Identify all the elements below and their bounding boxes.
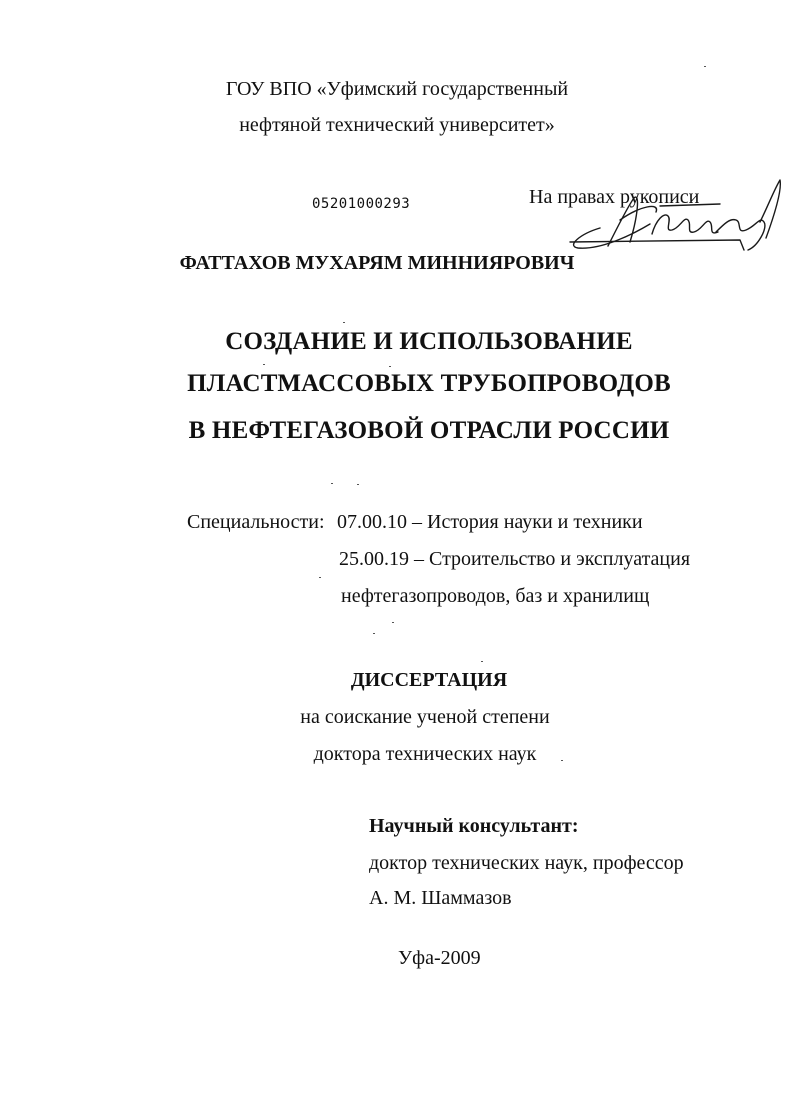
work-type-line-1: на соискание ученой степени <box>300 706 550 728</box>
specialty-2-cont: нефтегазопроводов, баз и хранилищ <box>341 585 650 607</box>
title-line-1: СОЗДАНИЕ И ИСПОЛЬЗОВАНИЕ <box>225 328 633 355</box>
place-year: Уфа-2009 <box>398 947 481 969</box>
scan-speck <box>704 66 706 67</box>
work-type-line-2: доктора технических наук <box>313 743 537 765</box>
scan-speck <box>319 577 321 578</box>
scan-speck <box>331 483 333 484</box>
consultant-heading: Научный консультант: <box>369 815 579 837</box>
manuscript-note: На правах рукописи <box>529 186 700 208</box>
scan-speck <box>392 622 394 623</box>
specialty-1: 07.00.10 – История науки и техники <box>337 511 643 533</box>
scan-speck <box>561 760 563 761</box>
registry-number: 05201000293 <box>312 196 411 212</box>
author-name: ФАТТАХОВ МУХАРЯМ МИННИЯРОВИЧ <box>179 252 575 274</box>
org-line-1: ГОУ ВПО «Уфимский государственный <box>225 78 569 100</box>
specialties-label: Специальности: <box>187 511 325 533</box>
work-type-heading: ДИССЕРТАЦИЯ <box>350 669 508 691</box>
consultant-name: А. М. Шаммазов <box>369 887 512 909</box>
signature <box>560 176 786 260</box>
title-line-2: ПЛАСТМАССОВЫХ ТРУБОПРОВОДОВ <box>187 370 671 397</box>
title-line-3: В НЕФТЕГАЗОВОЙ ОТРАСЛИ РОССИИ <box>188 417 670 444</box>
scan-speck <box>343 322 345 323</box>
org-line-2: нефтяной технический университет» <box>239 114 555 136</box>
scan-speck <box>481 661 483 662</box>
scan-speck <box>373 633 375 634</box>
scan-speck <box>357 484 359 485</box>
consultant-title: доктор технических наук, профессор <box>369 852 684 874</box>
scan-speck <box>263 364 265 365</box>
scan-speck <box>389 366 391 367</box>
specialty-2: 25.00.19 – Строительство и эксплуатация <box>339 548 691 570</box>
